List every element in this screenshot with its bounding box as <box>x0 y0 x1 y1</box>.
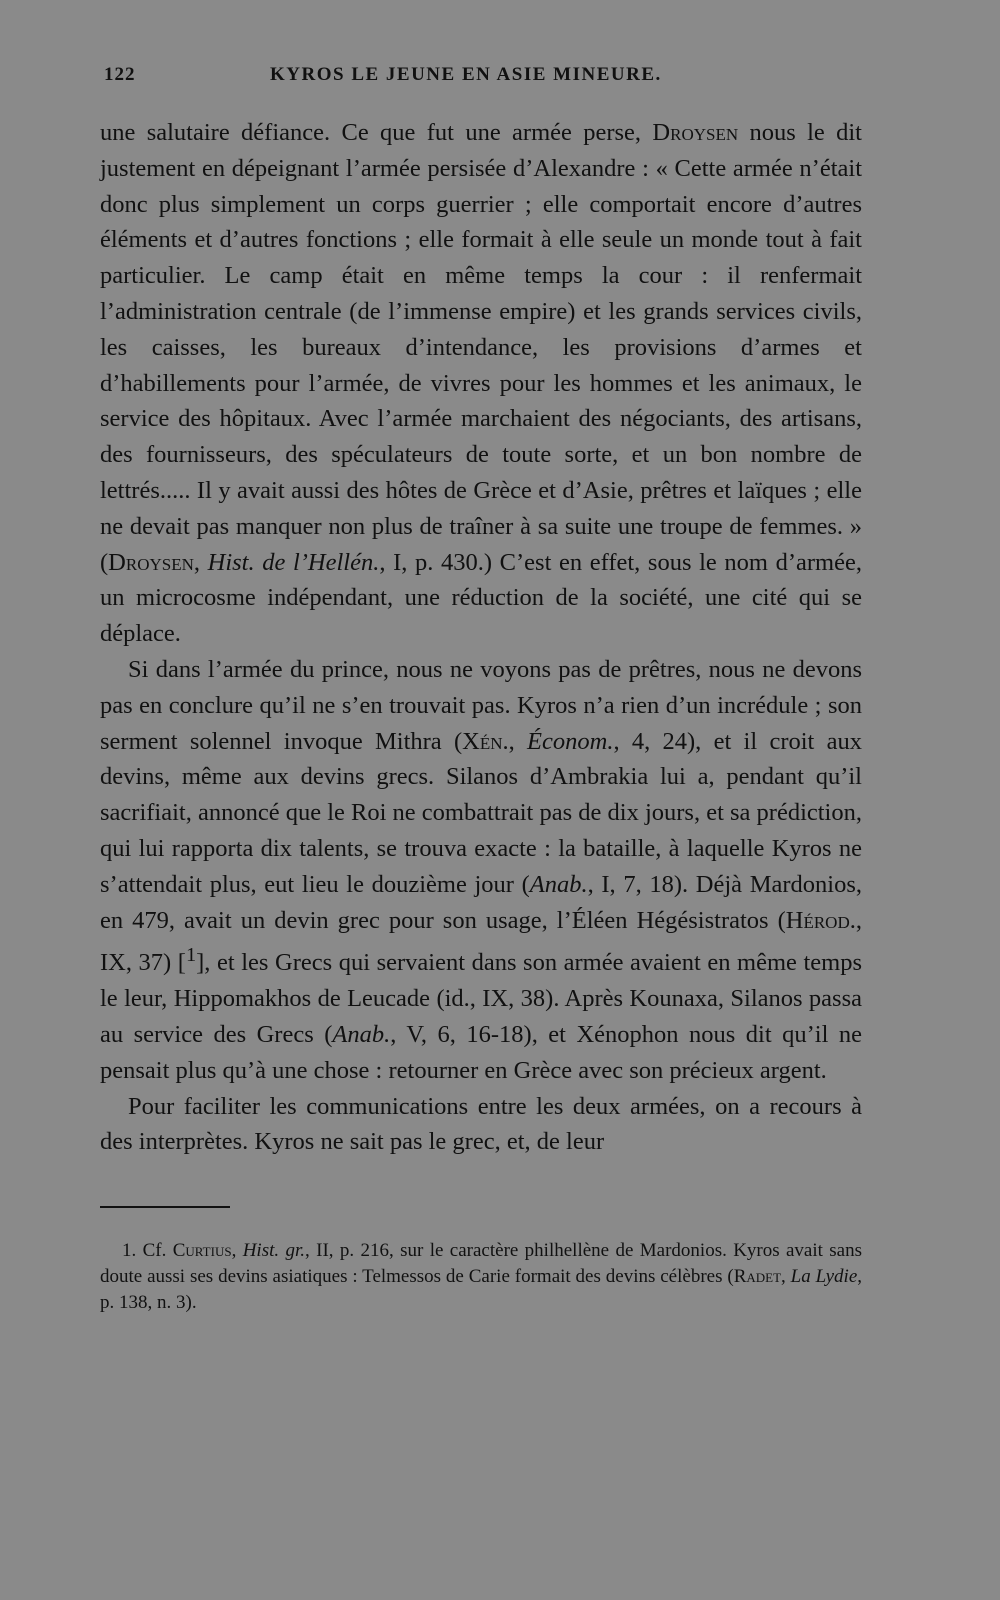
italic-text: Anab. <box>529 870 588 898</box>
italic-text: Anab. <box>332 1021 391 1049</box>
text-run: , V, 6, 16-18), et Xénophon nous dit qu’il ne pensait plus qu’à une chose : retourner en Grèce avec son précieux argent. <box>100 1021 862 1084</box>
running-title: KYROS LE JEUNE EN ASIE MINEURE. <box>270 64 662 85</box>
text-run: , <box>231 1240 243 1262</box>
text-run: nous le dit justement en dépeignant l’armée persisée d’Alexandre : « Cette armée n’était donc plus simplement un corps guerrier ; elle comportait encore d’autres éléments et d’autres fonctions ; elle formait à elle seule un monde tout à fait particulier. Le camp était en même temps la cour : il renfermait l’administration centrale (de l’immense empire) et les grands services civils, les caisses, les bureaux d’intendance, les provisions d’armes et d’habillements pour l’armée, de vivres pour les hommes et les animaux, le service des hôpitaux. Avec l’armée marchaient des négociants, des artisans, des fournisseurs, des spéculateurs de toute sorte, et un bon nombre de lettrés..... Il y avait aussi des hôtes de Grèce et d’Asie, prêtres et laïques ; elle ne devait pas manquer non plus de traîner à sa suite une troupe de femmes. » ( <box>100 119 862 576</box>
paragraph-1 <box>100 115 862 652</box>
italic-text: Hist. de l’Hellén. <box>207 548 380 576</box>
paragraph-2 <box>100 652 862 1089</box>
text-run: , <box>193 548 208 576</box>
footnotes <box>100 1238 862 1316</box>
page-number: 122 <box>104 64 136 85</box>
author-name: Radet <box>733 1266 782 1288</box>
author-name: Hérod. <box>785 906 856 934</box>
body-text <box>100 115 862 1160</box>
author-name: Xén. <box>462 727 509 755</box>
italic-text: Économ. <box>527 727 614 755</box>
running-head <box>100 64 862 92</box>
author-name: Curtius <box>172 1240 232 1262</box>
text-run: Pour faciliter les communications entre les deux armées, on a recours à des interprètes. Kyros ne sait pas le grec, et, de leur <box>100 1092 862 1156</box>
text-run: , <box>508 727 528 755</box>
text-run: , I, p. 430.) C’est en effet, sous le nom d’armée, un microcosme indépendant, une réduction de la société, une cité qui se déplace. <box>100 548 862 648</box>
text-run: une salutaire défiance. Ce que fut une armée perse, <box>100 119 653 146</box>
text-run: ], et les Grecs qui servaient dans son armée avaient en même temps le leur, Hippomakhos de Leucade (id., IX, 38). Après Kounaxa, Silanos passa au service des Grecs ( <box>100 949 862 1049</box>
author-name: Droysen <box>108 548 194 576</box>
text-run: , II, p. 216, sur le caractère philhellène de Mardonios. Kyros avait sans doute aussi ses devins asiatiques : Telmessos de Carie formait des devins célèbres ( <box>100 1240 863 1288</box>
italic-text: Hist. gr. <box>242 1240 306 1262</box>
italic-text: La Lydie <box>790 1266 858 1288</box>
paragraph-3 <box>100 1089 862 1161</box>
footnote-1 <box>100 1238 862 1316</box>
footnote-marker: 1 <box>185 944 197 967</box>
text-run: , 4, 24), et il croit aux devins, même aux devins grecs. Silanos d’Ambrakia lui a, pendant qu’il sacrifiait, annoncé que le Roi ne combattrait pas de dix jours, et sa prédiction, qui lui rapporta dix talents, se trouva exacte : la bataille, à laquelle Kyros ne s’attendait plus, eut lieu le douzième jour ( <box>100 727 863 898</box>
text-run: , <box>781 1266 791 1288</box>
footnote-divider <box>100 1206 230 1208</box>
text-run: , p. 138, n. 3). <box>100 1266 863 1314</box>
text-run: , IX, 37) [ <box>100 906 862 977</box>
author-name: Droysen <box>652 119 739 146</box>
book-page <box>100 64 862 1316</box>
text-run: Si dans l’armée du prince, nous ne voyons pas de prêtres, nous ne devons pas en conclure qu’il ne s’en trouvait pas. Kyros n’a rien d’un incrédule ; son serment solennel invoque Mithra ( <box>100 655 862 755</box>
text-run: 1. Cf. <box>122 1240 173 1262</box>
text-run: , I, 7, 18). Déjà Mardonios, en 479, avait un devin grec pour son usage, l’Éléen Hégésistratos ( <box>100 870 862 934</box>
